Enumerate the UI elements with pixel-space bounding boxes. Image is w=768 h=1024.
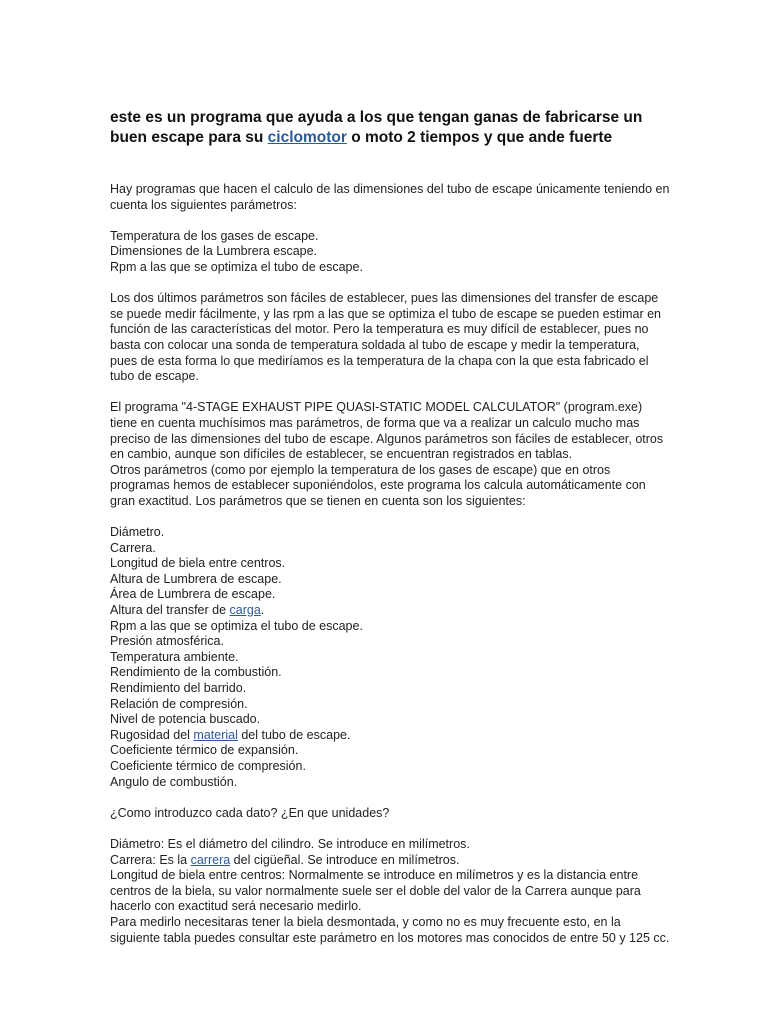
list-item: Área de Lumbrera de escape. — [110, 587, 276, 602]
answer-longitud-biela: Longitud de biela entre centros: Normalmente se introduce en milímetros y es la distancia entre centros de la biela, su valor normalmente suele ser el doble del valor de la Carrera aunque para hacerlo con exactitud será necesario medirlo. — [110, 868, 641, 914]
answers-paragraph — [110, 837, 670, 946]
list-item: Rpm a las que se optimiza el tubo de escape. — [110, 259, 363, 274]
list-item-text: Altura del transfer de — [110, 603, 230, 618]
ciclomotor-link[interactable]: ciclomotor — [267, 129, 347, 146]
list-item: Coeficiente térmico de expansión. — [110, 743, 299, 758]
list-item-text: . — [260, 603, 265, 618]
list-item — [110, 603, 670, 619]
list-item: Carrera. — [110, 540, 156, 555]
basic-params-list — [110, 229, 670, 276]
answer-diametro: Diámetro: Es el diámetro del cilindro. Se introduce en milímetros. — [110, 836, 470, 851]
list-item: Dimensiones de la Lumbrera escape. — [110, 244, 318, 259]
answer-text: del cigüeñal. Se introduce en milímetros. — [230, 852, 460, 867]
list-item: Rendimiento de la combustión. — [110, 665, 282, 680]
list-item-text: del tubo de escape. — [237, 727, 351, 742]
title-text-end: o moto 2 tiempos y que ande fuerte — [346, 129, 613, 146]
document-title — [110, 108, 670, 148]
list-item: Temperatura de los gases de escape. — [110, 228, 319, 243]
title-text-start: este es un programa que ayuda a los que tengan ganas de fabricarse un buen escape para su — [110, 109, 643, 146]
program-description-2: Otros parámetros (como por ejemplo la temperatura de los gases de escape) que en otros programas hemos de establecer suponiéndolos, este programa los calcula automáticamente con gran exactitud. Los parámetros que se tienen en cuenta son los siguientes: — [110, 462, 646, 508]
carga-link[interactable]: carga — [229, 603, 261, 618]
carrera-link[interactable]: carrera — [190, 852, 231, 867]
material-link[interactable]: material — [193, 727, 238, 742]
list-item — [110, 728, 670, 744]
list-item: Nivel de potencia buscado. — [110, 712, 261, 727]
list-item: Presión atmosférica. — [110, 634, 224, 649]
list-item: Relación de compresión. — [110, 696, 248, 711]
document-body — [110, 182, 670, 962]
explanation-paragraph: Los dos últimos parámetros son fáciles de establecer, pues las dimensiones del transfer de escape se puede medir fácilmente, y las rpm a las que se optimiza el tubo de escape se pueden estimar en función de las características del motor. Pero la temperatura es muy difícil de establecer, pues no basta con colocar una sonda de temperatura soldada al tubo de escape y medir la temperatura, pues de esta forma lo que mediríamos es la temperatura de la chapa con la que esta fabricado el tubo de escape. — [110, 291, 662, 384]
answer-text: Carrera: Es la — [110, 852, 191, 867]
list-item: Altura de Lumbrera de escape. — [110, 571, 282, 586]
answer-medir-biela: Para medirlo necesitaras tener la biela desmontada, y como no es muy frecuente esto, en la siguiente tabla puedes consultar este parámetro en los motores mas conocidos de entre 50 y 125 cc. — [110, 914, 670, 945]
list-item: Angulo de combustión. — [110, 774, 238, 789]
list-item: Rpm a las que se optimiza el tubo de escape. — [110, 618, 363, 633]
answer-carrera — [110, 853, 670, 869]
program-paragraph — [110, 400, 670, 509]
question-paragraph: ¿Como introduzco cada dato? ¿En que unidades? — [110, 805, 390, 820]
list-item-text: Rugosidad del — [110, 727, 194, 742]
params-list — [110, 525, 670, 790]
list-item: Temperatura ambiente. — [110, 649, 239, 664]
list-item: Longitud de biela entre centros. — [110, 556, 286, 571]
list-item: Coeficiente térmico de compresión. — [110, 758, 306, 773]
intro-paragraph: Hay programas que hacen el calculo de las dimensiones del tubo de escape únicamente teniendo en cuenta los siguientes parámetros: — [110, 182, 670, 212]
list-item: Diámetro. — [110, 525, 165, 540]
list-item: Rendimiento del barrido. — [110, 681, 247, 695]
program-description: El programa "4-STAGE EXHAUST PIPE QUASI-STATIC MODEL CALCULATOR" (program.exe) tiene en cuenta muchísimos mas parámetros, de forma que va a realizar un calculo mucho mas preciso de las dimensiones del tubo de escape. Algunos parámetros son fáciles de establecer, otros en cambio, aunque son difíciles de establecer, se encuentran registrados en tablas. — [110, 400, 664, 462]
